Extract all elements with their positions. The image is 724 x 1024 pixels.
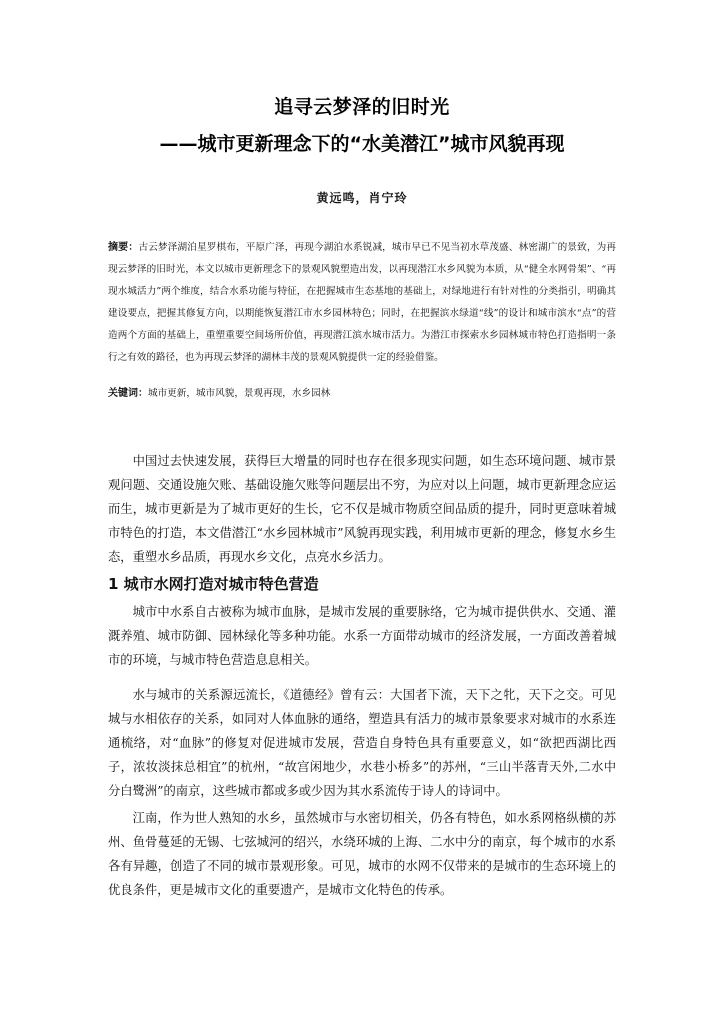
body-paragraph: 城市中水系自古被称为城市血脉，是城市发展的重要脉络，它为城市提供供水、交通、灌溉养殖、城市防御、园林绿化等多种功能。水系一方面带动城市的经济发展，一方面改善着城市的环境，与城市特色营造息息相关。 <box>108 605 616 668</box>
keywords <box>108 384 616 404</box>
abstract-label: 摘要： <box>108 242 139 253</box>
abstract <box>108 237 616 370</box>
abstract-text: 古云梦泽湖泊星罗棋布，平原广泽，再现今湖泊水系锐减，城市早已不见当初水草茂盛、林密湖广的景致，为再现云梦泽的旧时光，本文以城市更新理念下的景观风貌塑造出发，以再现潜江水乡风貌为本质，从“健全水网骨架”、“再现水城活力”两个维度，结合水系功能与特征，在把握城市生态基地的基础上，对绿地进行有针对性的分类指引，明确其建设要点，把握其修复方向，以期能恢复潜江市水乡园林特色；同时，在把握滨水绿道“线”的设计和城市滨水“点”的营造两个方面的基础上，重塑重要空间场所价值，再现潜江滨水城市活力。为潜江市探索水乡园林城市特色打造指明一条行之有效的路径，也为再现云梦泽的湖林丰茂的景观风貌提供一定的经验借鉴。 <box>108 242 617 364</box>
paper-title: 追寻云梦泽的旧时光 <box>274 96 450 118</box>
section-heading: 1 城市水网打造对城市特色营造 <box>108 575 319 593</box>
intro-paragraph: 中国过去快速发展，获得巨大增量的同时也存在很多现实问题，如生态环境问题、城市景观问题、交通设施欠账、基础设施欠账等问题层出不穷，为应对以上问题，城市更新理念应运而生，城市更新是为了城市更好的生长，它不仅是城市物质空间品质的提升，同时更意味着城市特色的打造，本文借潜江“水乡园林城市”风貌再现实践，利用城市更新的理念，修复水乡生态，重塑水乡品质，再现水乡文化，点亮水乡活力。 <box>108 454 616 565</box>
paper-subtitle: ——城市更新理念下的“水美潜江”城市风貌再现 <box>159 133 565 155</box>
keywords-text: 城市更新，城市风貌，景观再现，水乡园林 <box>148 388 331 399</box>
body-paragraph: 水与城市的关系源远流长，《道德经》曾有云：大国者下流，天下之牝，天下之交。可见城与水相依存的关系，如同对人体血脉的通络，塑造具有活力的城市景象要求对城市的水系连通梳络，对“血脉”的修复对促进城市发展，营造自身特色具有重要意义，如“欲把西湖比西子，浓妆淡抹总相宜”的杭州，“故宫闲地少，水巷小桥多”的苏州，“三山半落青天外,二水中分白鹭洲”的南京，这些城市都或多或少因为其水系流传于诗人的诗词中。 <box>108 688 616 799</box>
keywords-label: 关键词： <box>108 388 148 399</box>
authors: 黄远鸣，肖宁玲 <box>316 191 408 205</box>
body-paragraph: 江南，作为世人熟知的水乡，虽然城市与水密切相关，仍各有特色，如水系网格纵横的苏州、鱼骨蔓延的无锡、七弦城河的绍兴，水绕环城的上海、二水中分的南京，每个城市的水系各有异趣，创造了不同的城市景观形象。可见，城市的水网不仅带来的是城市的生态环境上的优良条件，更是城市文化的重要遗产，是城市文化特色的传承。 <box>108 811 616 898</box>
